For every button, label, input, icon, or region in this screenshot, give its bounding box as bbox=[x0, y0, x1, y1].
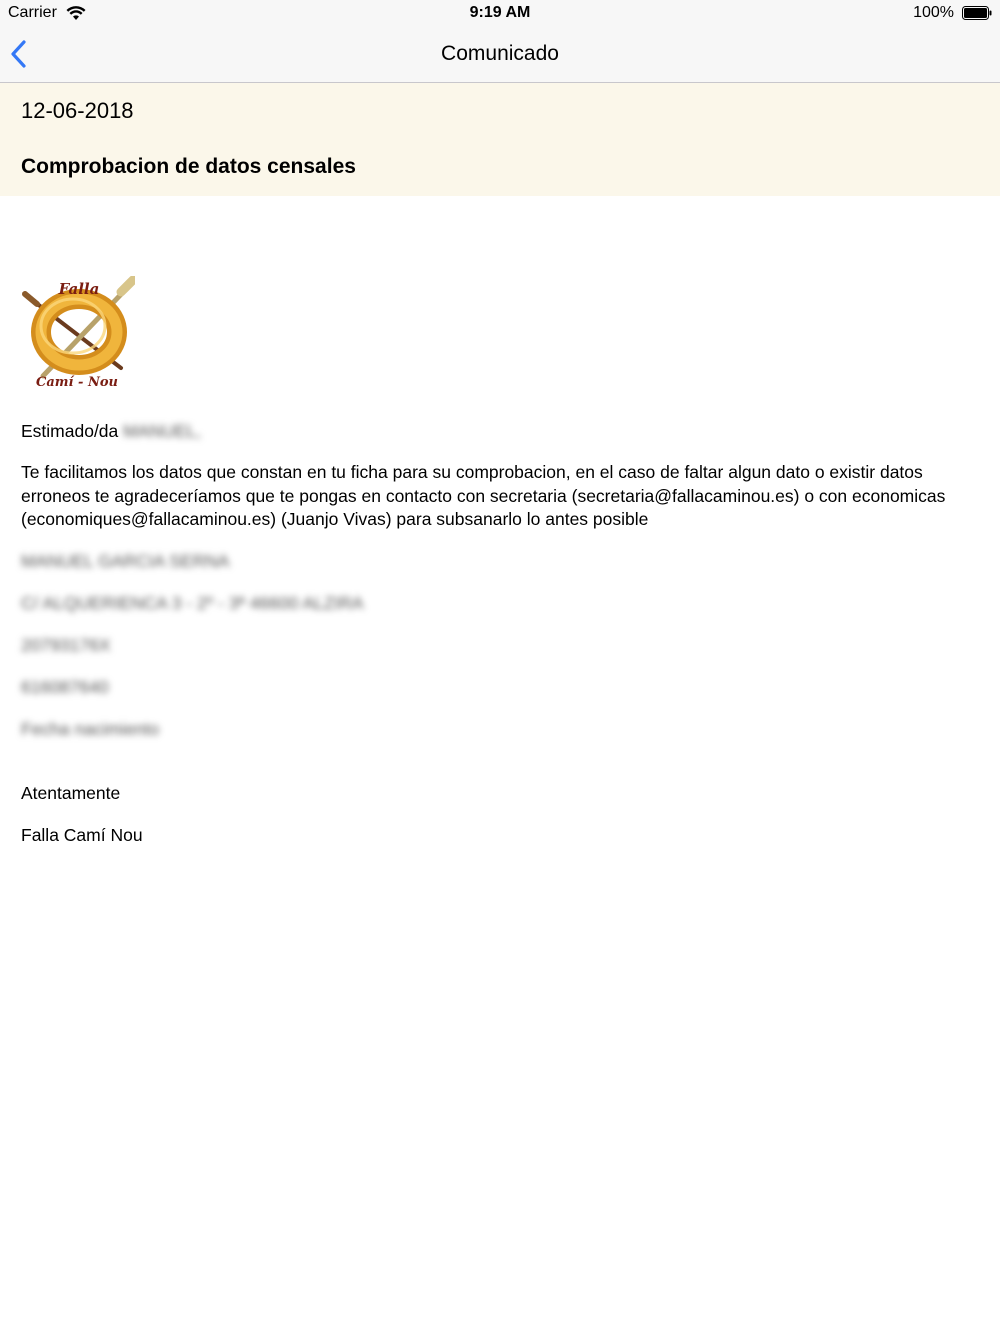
carrier-label: Carrier bbox=[8, 4, 57, 21]
message-header bbox=[0, 83, 1000, 196]
navigation-bar bbox=[0, 28, 1000, 83]
logo-bottom-text: Camí - Nou bbox=[36, 375, 118, 390]
data-line-phone: 616087640 bbox=[21, 677, 109, 697]
status-time: 9:19 AM bbox=[469, 4, 531, 21]
message-body: Te facilitamos los datos que constan en tu ficha para su comprobacion, en el caso de faltar algun dato o existir datos erroneos te agradeceríamos que te pongas en contacto con secretaria (secretaria@fallacaminou.es) o con economicas (economiques@fallacaminou.es) (Juanjo Vivas) para subsanarlo lo antes posible bbox=[21, 462, 946, 529]
page-title: Comunicado bbox=[441, 42, 559, 65]
data-line-name: MANUEL GARCIA SERNA bbox=[21, 551, 230, 571]
status-bar bbox=[0, 0, 1000, 28]
battery-icon bbox=[962, 6, 992, 20]
signature-text: Falla Camí Nou bbox=[21, 825, 143, 845]
data-line-id: 20793176X bbox=[21, 635, 111, 655]
message-subject: Comprobacion de datos censales bbox=[21, 155, 356, 178]
greeting-name-redacted: MANUEL, bbox=[123, 421, 201, 441]
battery-percentage: 100% bbox=[913, 4, 954, 21]
logo-top-text: Falla bbox=[58, 280, 100, 298]
data-line-birthdate: Fecha nacimiento bbox=[21, 719, 160, 739]
message-date: 12-06-2018 bbox=[21, 98, 134, 123]
closing-text: Atentamente bbox=[21, 783, 121, 803]
greeting bbox=[21, 420, 201, 444]
falla-logo bbox=[21, 276, 135, 390]
data-line-address: C/ ALQUERIENCA 3 - 2º - 3ª 46600 ALZIRA bbox=[21, 593, 364, 613]
greeting-prefix: Estimado/da bbox=[21, 421, 119, 441]
